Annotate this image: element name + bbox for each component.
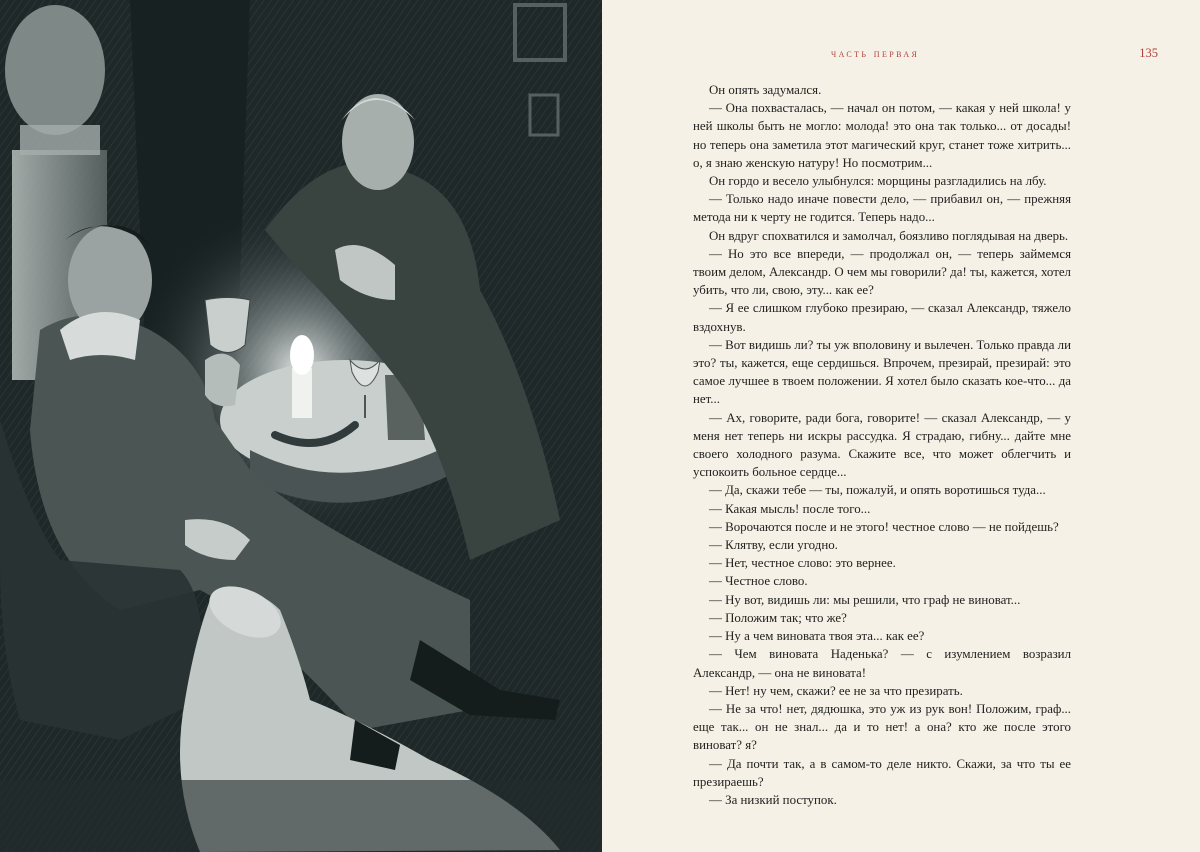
paragraph: — Ах, говорите, ради бога, говорите! — сказал Александр, — у меня нет теперь ни искры рассудка. Я страдаю, гибну... дайте мне своего холодного разума. Скажите все, что может облегчить и успокоить больное сердце... — [693, 410, 1071, 480]
paragraph: — Я ее слишком глубоко презираю, — сказал Александр, тяжело вздохнув. — [693, 301, 1071, 334]
paragraph: — Положим так; что же? — [709, 610, 847, 625]
page-number: 135 — [1139, 46, 1158, 60]
bust — [5, 5, 105, 135]
paragraph: — Она похвасталась, — начал он потом, — какая у ней школа! у ней школы быть не могло: молода! это она так только... от досады! но теперь она заметила этот магический круг, станет тоже хитрить... о, я знаю женскую натуру! Но посмотрим... — [693, 101, 1071, 170]
paragraph: Он гордо и весело улыбнулся: морщины разгладились на лбу. — [709, 174, 1047, 189]
text-page — [602, 0, 1200, 852]
paragraph: — Чем виновата Наденька? — с изумлением возразил Александр, — она не виновата! — [693, 647, 1071, 680]
paragraph: Он вдруг спохватился и замолчал, боязливо поглядывая на дверь. — [709, 228, 1069, 243]
paragraph: — Честное слово. — [709, 574, 808, 589]
body-text — [693, 81, 1071, 809]
paragraph: — Да почти так, а в самом-то деле никто. Скажи, за что ты ее презираешь? — [693, 756, 1071, 789]
paragraph: — Да, скажи тебе — ты, пожалуй, и опять воротишься туда... — [709, 483, 1046, 498]
paragraph: — Клятву, если угодно. — [709, 538, 838, 553]
running-head: часть первая — [831, 46, 920, 60]
paragraph: — Ворочаются после и не этого! честное слово — не пойдешь? — [709, 519, 1059, 534]
paragraph: — Только надо иначе повести дело, — прибавил он, — прежняя метода ни к черту не годится. Теперь надо... — [693, 192, 1071, 225]
paragraph: — Но это все впереди, — продолжал он, — теперь займемся твоим делом, Александр. О чем мы говорили? да! ты, кажется, хотел убить, что ли, свою, эту... как ее? — [693, 246, 1071, 298]
paragraph: — Нет! ну чем, скажи? ее не за что презирать. — [709, 683, 963, 698]
paragraph: — За низкий поступок. — [709, 792, 837, 807]
paragraph: — Нет, честное слово: это вернее. — [709, 556, 896, 571]
paragraph: — Какая мысль! после того... — [709, 501, 871, 516]
paragraph: Он опять задумался. — [709, 83, 822, 97]
paragraph: — Ну вот, видишь ли: мы решили, что граф не виноват... — [709, 592, 1021, 607]
paragraph: — Ну а чем виновата твоя эта... как ее? — [709, 629, 925, 644]
paragraph: — Не за что! нет, дядюшка, это уж из рук вон! Положим, граф... еще так... он не знал... да и то нет! а она? кто же после этого виноват? я? — [693, 701, 1071, 753]
paragraph: — Вот видишь ли? ты уж вполовину и вылечен. Только правда ли это? ты, кажется, еще сердишься. Впрочем, презирай, презирай: это самое лучшее в твоем положении. Я хотел было сказать кое-что... да нет... — [693, 337, 1071, 407]
